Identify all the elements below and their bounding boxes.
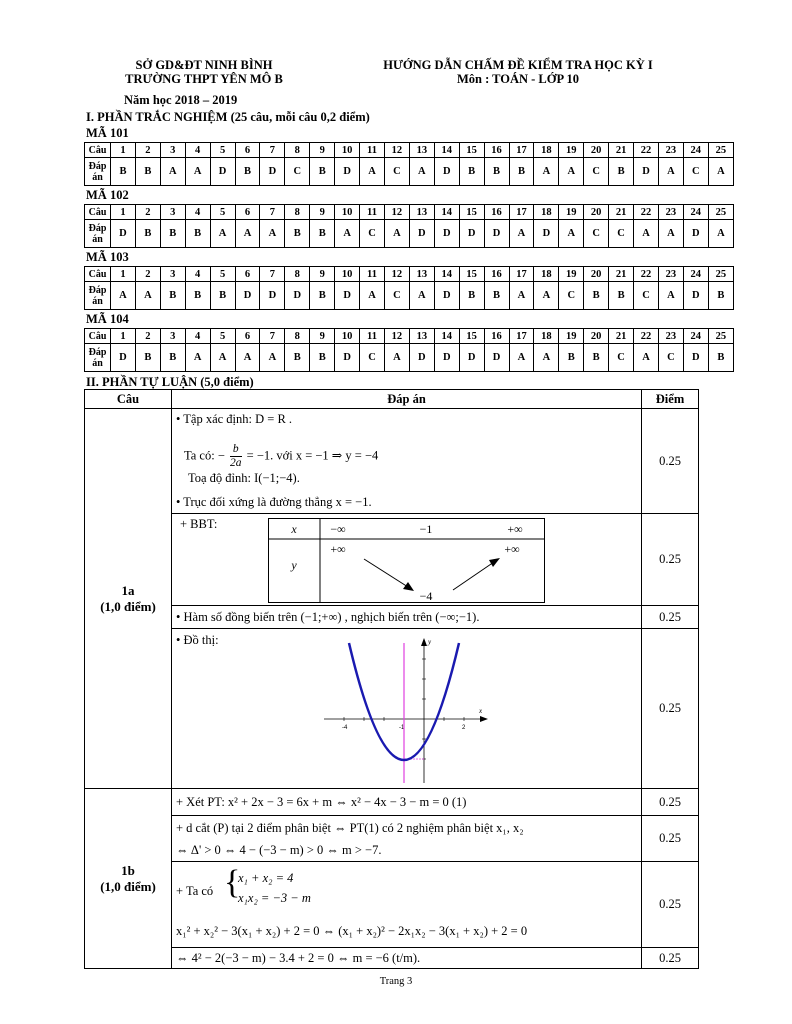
essay-answer-table — [84, 389, 699, 969]
question-number: 11 — [360, 205, 385, 220]
answer-key-table — [84, 142, 734, 186]
answer-1a-part1 — [172, 409, 642, 514]
question-number: 2 — [135, 329, 160, 344]
answer-cell: D — [634, 158, 659, 186]
question-number: 22 — [634, 205, 659, 220]
question-number: 5 — [210, 267, 235, 282]
question-number: 23 — [658, 329, 683, 344]
subject-line: Môn : TOÁN - LỚP 10 — [456, 72, 580, 86]
question-number: 22 — [634, 329, 659, 344]
answer-cell: A — [384, 344, 409, 372]
question-number: 21 — [609, 267, 634, 282]
question-number: 19 — [559, 205, 584, 220]
question-number: 13 — [409, 267, 434, 282]
question-number: 22 — [634, 143, 659, 158]
answer-cell: B — [185, 282, 210, 310]
question-number: 11 — [360, 329, 385, 344]
answer-cell: A — [634, 344, 659, 372]
answer-cell: A — [534, 158, 559, 186]
answer-cell: A — [260, 344, 285, 372]
answer-cell: C — [384, 282, 409, 310]
question-number: 14 — [434, 205, 459, 220]
answer-cell: C — [634, 282, 659, 310]
answer-cell: A — [708, 220, 733, 248]
answer-cell: A — [160, 158, 185, 186]
question-number: 24 — [683, 329, 708, 344]
score-1b-part3: 0.25 — [642, 862, 699, 948]
answer-cell: D — [111, 344, 136, 372]
question-number: 23 — [658, 143, 683, 158]
answer-cell: A — [559, 158, 584, 186]
section-essay-heading: II. PHẦN TỰ LUẬN (5,0 điểm) — [86, 375, 254, 389]
question-number: 15 — [459, 267, 484, 282]
graph-x-axis-label: x — [479, 707, 483, 715]
answer-cell: C — [360, 220, 385, 248]
answer-cell: D — [459, 220, 484, 248]
answer-cell: A — [658, 220, 683, 248]
answer-cell: B — [609, 158, 634, 186]
answer-cell: A — [409, 282, 434, 310]
vieta-product: x₁x₂ = −3 − m — [238, 891, 311, 905]
answer-cell: B — [484, 158, 509, 186]
question-number: 25 — [708, 205, 733, 220]
vertex-calc-line — [184, 443, 378, 470]
title-line: HƯỚNG DẪN CHẤM ĐỀ KIỂM TRA HỌC KỲ I — [383, 58, 653, 72]
answer-key-table — [84, 204, 734, 248]
question-1a-cell — [85, 409, 172, 789]
question-number: 9 — [310, 267, 335, 282]
answer-cell: A — [185, 344, 210, 372]
condition-expansion: x₁² + x₂² − 3(x₁ + x₂) + 2 = 0 ⇔ (x₁ + x₂)² − 2x₁x₂ − 3(x₁ + x₂) + 2 = 0 — [176, 924, 528, 938]
question-number: 20 — [584, 143, 609, 158]
question-1b-label: 1b — [121, 862, 135, 878]
answer-cell: B — [285, 220, 310, 248]
question-number: 18 — [534, 143, 559, 158]
answer-key-table — [84, 328, 734, 372]
question-number: 19 — [559, 143, 584, 158]
question-number: 7 — [260, 205, 285, 220]
answer-cell: D — [683, 220, 708, 248]
question-number: 8 — [285, 143, 310, 158]
answer-cell: C — [609, 220, 634, 248]
question-number: 14 — [434, 143, 459, 158]
answer-cell: B — [459, 282, 484, 310]
row-label-answer: Đáp án — [85, 158, 111, 186]
answer-code-label: MÃ 102 — [86, 188, 129, 202]
answer-cell: A — [658, 158, 683, 186]
intersection-condition: + d cắt (P) tại 2 điểm phân biệt ⇔ PT(1) có 2 nghiệm phân biệt x₁, x₂ — [176, 821, 524, 835]
row-label-question: Câu — [85, 143, 111, 158]
answer-cell: C — [584, 220, 609, 248]
answer-cell: D — [111, 220, 136, 248]
answer-cell: D — [260, 158, 285, 186]
question-number: 12 — [384, 143, 409, 158]
bbt-label: + BBT: — [180, 517, 218, 531]
section-multiple-choice-heading: I. PHẦN TRẮC NGHIỆM (25 câu, mỗi câu 0,2 điểm) — [86, 110, 370, 124]
graph-tick-2: 2 — [462, 725, 466, 731]
header-question: Câu — [85, 390, 172, 409]
equation-setup: + Xét PT: x² + 2x − 3 = 6x + m ⇔ x² − 4x − 3 − m = 0 (1) — [176, 795, 467, 809]
question-number: 9 — [310, 205, 335, 220]
fraction-numerator: b — [230, 443, 242, 457]
monotonic-line: • Hàm số đồng biến trên (−1;+∞) , nghịch biến trên (−∞;−1). — [176, 610, 480, 624]
question-number: 20 — [584, 329, 609, 344]
school-year: Năm học 2018 – 2019 — [124, 93, 238, 107]
answer-key-table — [84, 266, 734, 310]
question-number: 5 — [210, 205, 235, 220]
discriminant-condition: ⇔ Δ' > 0 ⇔ 4 − (−3 − m) > 0 ⇔ m > −7. — [176, 843, 382, 857]
answer-cell: B — [160, 220, 185, 248]
question-number: 20 — [584, 267, 609, 282]
answer-1b-part4 — [172, 948, 642, 969]
question-number: 2 — [135, 205, 160, 220]
question-number: 13 — [409, 143, 434, 158]
question-number: 6 — [235, 143, 260, 158]
answer-cell: B — [310, 344, 335, 372]
bbt-x-plus-inf: +∞ — [507, 522, 523, 536]
answer-cell: C — [384, 158, 409, 186]
domain-line: • Tập xác định: D = R . — [176, 412, 293, 426]
question-number: 10 — [335, 267, 360, 282]
question-number: 6 — [235, 205, 260, 220]
question-number: 19 — [559, 267, 584, 282]
answer-code-label: MÃ 103 — [86, 250, 129, 264]
header-answer: Đáp án — [172, 390, 642, 409]
question-number: 5 — [210, 329, 235, 344]
row-label-question: Câu — [85, 329, 111, 344]
answer-cell: B — [135, 344, 160, 372]
answer-cell: A — [534, 282, 559, 310]
answer-cell: B — [135, 220, 160, 248]
vertex-coordinates: Toạ độ đỉnh: I(−1;−4). — [188, 471, 300, 485]
question-number: 12 — [384, 205, 409, 220]
question-number: 3 — [160, 143, 185, 158]
answer-cell: B — [584, 344, 609, 372]
question-number: 15 — [459, 329, 484, 344]
answer-cell: A — [708, 158, 733, 186]
question-number: 4 — [185, 205, 210, 220]
answer-1a-monotonic — [172, 606, 642, 629]
question-number: 16 — [484, 205, 509, 220]
vieta-sum: x₁ + x₂ = 4 — [238, 871, 294, 885]
answer-cell: A — [360, 282, 385, 310]
answer-cell: B — [235, 158, 260, 186]
question-number: 15 — [459, 205, 484, 220]
question-number: 16 — [484, 267, 509, 282]
system-brace: { — [224, 864, 241, 901]
answer-cell: B — [285, 344, 310, 372]
answer-cell: A — [135, 282, 160, 310]
answer-cell: D — [484, 344, 509, 372]
score-1a-part1: 0.25 — [642, 409, 699, 514]
answer-cell: B — [310, 282, 335, 310]
graph-tick-minus-1: -1 — [399, 725, 405, 731]
answer-cell: A — [559, 220, 584, 248]
school-name: TRƯỜNG THPT YÊN MÔ B — [125, 72, 283, 86]
question-number: 1 — [111, 329, 136, 344]
question-number: 14 — [434, 267, 459, 282]
answer-cell: B — [459, 158, 484, 186]
answer-cell: C — [360, 344, 385, 372]
answer-cell: A — [534, 344, 559, 372]
header-score: Điểm — [642, 390, 699, 409]
question-number: 21 — [609, 205, 634, 220]
answer-cell: D — [459, 344, 484, 372]
bbt-y-plus-inf-left: +∞ — [330, 542, 346, 556]
question-number: 8 — [285, 205, 310, 220]
question-1a-label: 1a — [121, 582, 135, 598]
axis-of-symmetry: • Trục đối xứng là đường thẳng x = −1. — [176, 495, 372, 509]
question-number: 25 — [708, 329, 733, 344]
answer-cell: D — [683, 282, 708, 310]
vertex-calc-prefix: Ta có: − — [184, 448, 225, 463]
bbt-x-minus-1: −1 — [419, 522, 433, 536]
answer-1b-part2 — [172, 816, 642, 862]
answer-cell: A — [509, 344, 534, 372]
parabola-graph — [322, 633, 502, 785]
answer-cell: D — [484, 220, 509, 248]
score-1a-part4: 0.25 — [642, 629, 699, 789]
answer-code-label: MÃ 104 — [86, 312, 129, 326]
answer-cell: B — [310, 158, 335, 186]
question-number: 5 — [210, 143, 235, 158]
question-number: 1 — [111, 267, 136, 282]
answer-cell: B — [160, 344, 185, 372]
question-number: 6 — [235, 329, 260, 344]
fraction-denominator: 2a — [230, 457, 242, 469]
question-number: 10 — [335, 143, 360, 158]
question-number: 4 — [185, 329, 210, 344]
answer-cell: B — [559, 344, 584, 372]
row-label-question: Câu — [85, 267, 111, 282]
answer-1a-graph — [172, 629, 642, 789]
answer-cell: D — [434, 344, 459, 372]
bbt-y-plus-inf-right: +∞ — [504, 542, 520, 556]
answer-cell: A — [658, 282, 683, 310]
question-number: 14 — [434, 329, 459, 344]
bbt-x-minus-inf: −∞ — [330, 522, 346, 536]
question-number: 11 — [360, 143, 385, 158]
question-number: 8 — [285, 329, 310, 344]
question-number: 7 — [260, 143, 285, 158]
question-number: 7 — [260, 267, 285, 282]
question-number: 9 — [310, 329, 335, 344]
question-number: 15 — [459, 143, 484, 158]
answer-cell: D — [534, 220, 559, 248]
answer-cell: A — [509, 220, 534, 248]
vertex-calc-suffix: = −1. với x = −1 ⇒ y = −4 — [246, 448, 379, 463]
question-number: 25 — [708, 143, 733, 158]
answer-cell: A — [235, 344, 260, 372]
answer-cell: B — [708, 282, 733, 310]
question-number: 17 — [509, 267, 534, 282]
question-1a-points: (1,0 điểm) — [100, 598, 156, 614]
question-number: 23 — [658, 267, 683, 282]
question-number: 9 — [310, 143, 335, 158]
question-number: 8 — [285, 267, 310, 282]
answer-cell: A — [634, 220, 659, 248]
answer-cell: D — [335, 344, 360, 372]
answer-cell: A — [235, 220, 260, 248]
final-result: ⇔ 4² − 2(−3 − m) − 3.4 + 2 = 0 ⇔ m = −6 (t/m). — [176, 951, 421, 965]
school-header — [96, 58, 312, 86]
answer-cell: D — [434, 282, 459, 310]
answer-cell: B — [708, 344, 733, 372]
answer-cell: C — [559, 282, 584, 310]
answer-cell: B — [111, 158, 136, 186]
answer-cell: C — [609, 344, 634, 372]
bbt-y-minimum: −4 — [419, 589, 433, 603]
score-1a-part2: 0.25 — [642, 514, 699, 606]
question-number: 17 — [509, 329, 534, 344]
answer-code-label: MÃ 101 — [86, 126, 129, 140]
answer-cell: C — [658, 344, 683, 372]
row-label-answer: Đáp án — [85, 282, 111, 310]
score-1a-part3: 0.25 — [642, 606, 699, 629]
question-number: 4 — [185, 267, 210, 282]
question-number: 10 — [335, 329, 360, 344]
answer-cell: D — [409, 344, 434, 372]
answer-cell: B — [160, 282, 185, 310]
answer-1b-part1 — [172, 789, 642, 816]
answer-cell: A — [210, 344, 235, 372]
question-number: 16 — [484, 329, 509, 344]
question-number: 12 — [384, 267, 409, 282]
answer-cell: B — [609, 282, 634, 310]
answer-1b-part3 — [172, 862, 642, 948]
answer-cell: A — [509, 282, 534, 310]
answer-cell: D — [210, 158, 235, 186]
department-name: SỞ GD&ĐT NINH BÌNH — [135, 58, 273, 72]
graph-label: • Đồ thị: — [176, 633, 219, 647]
bbt-y-label: y — [291, 558, 297, 572]
answer-cell: C — [584, 158, 609, 186]
vieta-intro: + Ta có — [176, 884, 214, 898]
question-number: 21 — [609, 329, 634, 344]
question-number: 17 — [509, 205, 534, 220]
answer-cell: D — [434, 158, 459, 186]
question-number: 16 — [484, 143, 509, 158]
row-label-question: Câu — [85, 205, 111, 220]
question-number: 7 — [260, 329, 285, 344]
question-1b-cell — [85, 789, 172, 969]
score-1b-part1: 0.25 — [642, 789, 699, 816]
question-number: 23 — [658, 205, 683, 220]
question-number: 20 — [584, 205, 609, 220]
score-1b-part4: 0.25 — [642, 948, 699, 969]
answer-cell: B — [484, 282, 509, 310]
variation-table — [268, 518, 546, 604]
question-number: 21 — [609, 143, 634, 158]
question-number: 10 — [335, 205, 360, 220]
question-number: 22 — [634, 267, 659, 282]
answer-cell: D — [235, 282, 260, 310]
question-number: 17 — [509, 143, 534, 158]
answer-cell: A — [384, 220, 409, 248]
answer-cell: D — [335, 282, 360, 310]
answer-cell: C — [683, 158, 708, 186]
bbt-x-label: x — [291, 522, 297, 536]
question-number: 2 — [135, 143, 160, 158]
question-number: 2 — [135, 267, 160, 282]
answer-cell: D — [260, 282, 285, 310]
answer-cell: B — [509, 158, 534, 186]
question-number: 13 — [409, 329, 434, 344]
answer-cell: B — [584, 282, 609, 310]
question-number: 18 — [534, 329, 559, 344]
answer-1a-variation-table — [172, 514, 642, 606]
answer-cell: C — [285, 158, 310, 186]
answer-cell: D — [335, 158, 360, 186]
question-number: 13 — [409, 205, 434, 220]
row-label-answer: Đáp án — [85, 344, 111, 372]
score-1b-part2: 0.25 — [642, 816, 699, 862]
question-number: 3 — [160, 205, 185, 220]
page-number: Trang 3 — [379, 976, 413, 987]
question-number: 11 — [360, 267, 385, 282]
question-number: 19 — [559, 329, 584, 344]
row-label-answer: Đáp án — [85, 220, 111, 248]
question-number: 12 — [384, 329, 409, 344]
answer-cell: B — [135, 158, 160, 186]
answer-cell: A — [360, 158, 385, 186]
answer-cell: D — [434, 220, 459, 248]
question-number: 18 — [534, 205, 559, 220]
question-number: 6 — [235, 267, 260, 282]
question-number: 1 — [111, 143, 136, 158]
answer-cell: A — [185, 158, 210, 186]
answer-cell: B — [185, 220, 210, 248]
question-number: 3 — [160, 267, 185, 282]
answer-cell: A — [111, 282, 136, 310]
answer-cell: A — [260, 220, 285, 248]
question-number: 24 — [683, 205, 708, 220]
answer-cell: D — [285, 282, 310, 310]
question-number: 3 — [160, 329, 185, 344]
question-number: 25 — [708, 267, 733, 282]
answer-cell: D — [683, 344, 708, 372]
question-number: 24 — [683, 143, 708, 158]
question-number: 1 — [111, 205, 136, 220]
document-title — [350, 58, 686, 86]
question-number: 4 — [185, 143, 210, 158]
question-1b-points: (1,0 điểm) — [100, 878, 156, 894]
graph-y-axis-label: y — [428, 638, 432, 646]
answer-cell: B — [210, 282, 235, 310]
answer-cell: A — [210, 220, 235, 248]
answer-cell: D — [409, 220, 434, 248]
answer-cell: A — [335, 220, 360, 248]
question-number: 24 — [683, 267, 708, 282]
answer-cell: A — [409, 158, 434, 186]
graph-tick-minus-4: -4 — [342, 725, 348, 731]
answer-cell: B — [310, 220, 335, 248]
question-number: 18 — [534, 267, 559, 282]
